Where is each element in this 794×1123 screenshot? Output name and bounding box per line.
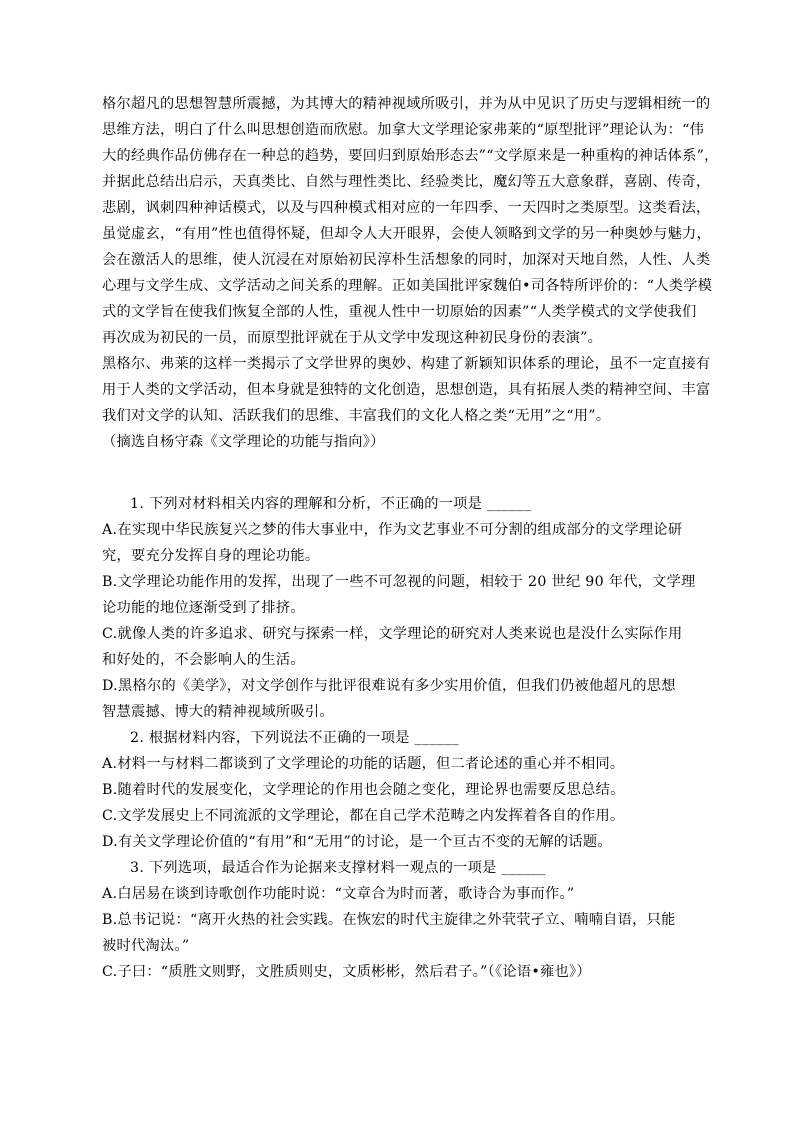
question-1-option-a: A.在实现中华民族复兴之梦的伟大事业中，作为文艺事业不可分割的组成部分的文学理论研	[102, 522, 683, 538]
passage-source: （摘选自杨守森《文学理论的功能与指向》）	[102, 434, 385, 450]
question-3-option-a: A.白居易在谈到诗歌创作功能时说：“文章合为时而著，歌诗合为事而作。”	[102, 886, 575, 902]
question-3-option-c: C.子曰：“质胜文则野，文胜质则史，文质彬彬，然后君子。”（《论语•雍也》）	[102, 964, 591, 980]
passage-line: 我们对文学的认知、活跃我们的思维、丰富我们的文化人格之类“无用”之“用”。	[102, 408, 611, 424]
question-2-option-b: B.随着时代的发展变化，文学理论的作用也会随之变化，理论界也需要反思总结。	[102, 782, 625, 798]
question-2-stem: 2. 根据材料内容，下列说法不正确的一项是 ______	[130, 730, 459, 746]
passage-line: 黑格尔、弗莱的这样一类揭示了文学世界的奥妙、构建了新颖知识体系的理论，虽不一定直接有	[102, 356, 711, 372]
question-3-option-b: B.总书记说：“离开火热的社会实践。在恢宏的时代主旋律之外茕茕孑立、喃喃自语，只能	[102, 912, 676, 928]
question-2-option-a: A.材料一与材料二都谈到了文学理论的功能的话题，但二者论述的重心并不相同。	[102, 756, 625, 772]
passage-line: 悲剧，讽刺四种神话模式，以及与四种模式相对应的一年四季、一天四时之类原型。这类看法，	[102, 200, 711, 216]
passage-line: 会在激活人的思维，使人沉浸在对原始初民淳朴生活想象的同时，加深对天地自然，人性、人类	[102, 252, 711, 268]
passage-line: 大的经典作品仿佛存在一种总的趋势，要回归到原始形态去”“文学原来是一种重构的神话体系”，	[102, 148, 719, 164]
passage-line: 式的文学旨在使我们恢复全部的人性，重视人性中一切原始的因素”“人类学模式的文学使我们	[102, 304, 697, 320]
question-3-stem: 3. 下列选项，最适合作为论据来支撑材料一观点的一项是 ______	[130, 860, 546, 876]
question-1-option-b: B.文学理论功能作用的发挥，出现了一些不可忽视的问题，相较于 20 世纪 90 年代，文学理	[102, 574, 696, 590]
question-1-option-d-cont: 智慧震撼、博大的精神视域所吸引。	[102, 704, 334, 720]
passage-line: 心理与文学生成、文学活动之间关系的理解。正如美国批评家魏伯•司各特所评价的：“人类学模	[102, 278, 713, 294]
passage-line: 再次成为初民的一员，而原型批评就在于从文学中发现这种初民身份的表演”。	[102, 330, 603, 346]
passage-line: 并据此总结出启示，天真类比、自然与理性类比、经验类比，魔幻等五大意象群，喜剧、传奇，	[102, 174, 711, 190]
passage-line: 思维方法，明白了什么叫思想创造而欣慰。加拿大文学理论家弗莱的“原型批评”理论认为：“伟	[102, 122, 705, 138]
passage-line: 格尔超凡的思想智慧所震撼，为其博大的精神视域所吸引，并为从中见识了历史与逻辑相统一的	[102, 96, 711, 112]
question-1-option-c-cont: 和好处的，不会影响人的生活。	[102, 652, 305, 668]
question-1-option-a-cont: 究，要充分发挥自身的理论功能。	[102, 548, 320, 564]
passage-line: 虽觉虚玄，“有用”性也值得怀疑，但却令人大开眼界，会使人领略到文学的另一种奥妙与魅力，	[102, 226, 712, 242]
question-1-option-c: C.就像人类的许多追求、研究与探索一样，文学理论的研究对人类来说也是没什么实际作用	[102, 626, 683, 642]
question-2-option-c: C.文学发展史上不同流派的文学理论，都在自己学术范畴之内发挥着各自的作用。	[102, 808, 625, 824]
question-2-option-d: D.有关文学理论价值的“有用”和“无用”的讨论，是一个亘古不变的无解的话题。	[102, 834, 612, 850]
passage-line: 用于人类的文学活动，但本身就是独特的文化创造，思想创造，具有拓展人类的精神空间、丰富	[102, 382, 711, 398]
question-3-option-b-cont: 被时代淘汰。”	[102, 938, 190, 954]
question-1-option-d: D.黑格尔的《美学》，对文学创作与批评很难说有多少实用价值，但我们仍被他超凡的思想	[102, 678, 676, 694]
question-1-stem: 1. 下列对材料相关内容的理解和分析，不正确的一项是 ______	[130, 496, 532, 512]
question-1-option-b-cont: 论功能的地位逐渐受到了排挤。	[102, 600, 305, 616]
